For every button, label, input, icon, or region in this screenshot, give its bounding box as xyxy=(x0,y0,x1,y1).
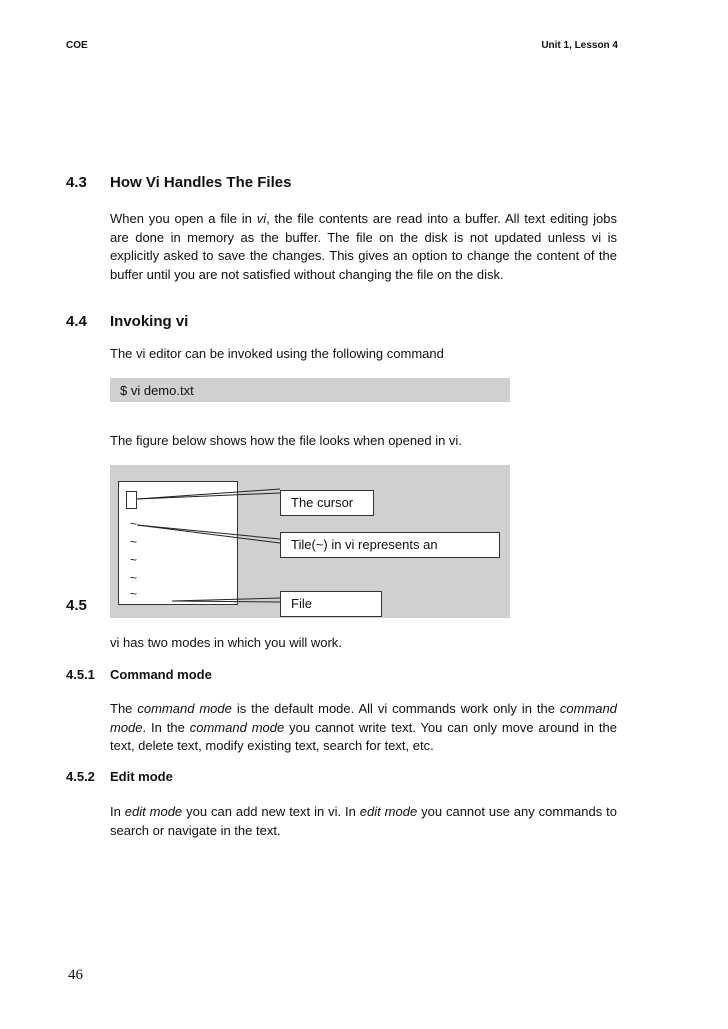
paragraph: The figure below shows how the file looks when opened in vi. xyxy=(110,433,462,448)
tilde-line: ~ xyxy=(130,517,138,531)
text-run: In xyxy=(110,804,125,819)
emphasis: command mode xyxy=(137,701,232,716)
paragraph xyxy=(110,803,617,840)
text-run: you cannot write text. You can only move around in the text, delete text, modify existing text, search for text, etc. xyxy=(110,719,617,754)
leader-line xyxy=(172,598,280,601)
command-text: $ vi demo.txt xyxy=(120,383,194,398)
paragraph: The vi editor can be invoked using the following command xyxy=(110,346,444,361)
text-run: When you open a file in xyxy=(110,211,257,226)
text-run: you cannot use any commands to search or navigate in the text. xyxy=(110,804,618,838)
callout-tilde: Tile(~) in vi represents an xyxy=(280,532,500,558)
page-number: 46 xyxy=(68,967,83,983)
leader-line xyxy=(137,525,280,543)
section-number: 4.5.1 xyxy=(66,667,95,682)
text-run: is the default mode. All vi commands work only in the xyxy=(231,701,560,716)
callout-cursor: The cursor xyxy=(280,490,374,516)
text-run: you can add new text in vi. In xyxy=(182,804,360,819)
section-title: How Vi Handles The Files xyxy=(110,174,292,191)
tilde-line: ~ xyxy=(130,587,138,601)
vi-figure xyxy=(110,465,510,618)
emphasis: vi xyxy=(256,211,267,226)
paragraph xyxy=(110,210,617,284)
paragraph xyxy=(110,700,617,756)
text-run: , the file contents are read into a buffer. All text editing jobs are done in memory as the buffer. The file on the disk is not updated unless vi is explicitly asked to save the changes. This gives an option to change the content of the buffer until you are not satisfied without changing the file on the disk. xyxy=(110,211,618,282)
section-title: Edit mode xyxy=(110,769,173,784)
emphasis: edit mode xyxy=(359,804,418,819)
paragraph: vi has two modes in which you will work. xyxy=(110,635,342,650)
leader-line xyxy=(137,525,280,539)
section-number: 4.5 xyxy=(66,597,87,614)
section-number: 4.4 xyxy=(66,313,87,330)
tilde-line: ~ xyxy=(130,571,138,585)
page-header-left: COE xyxy=(66,40,88,51)
tilde-line: ~ xyxy=(130,535,138,549)
section-number: 4.3 xyxy=(66,174,87,191)
tilde-line: ~ xyxy=(130,553,138,567)
section-number: 4.5.2 xyxy=(66,769,95,784)
emphasis: edit mode xyxy=(124,804,183,819)
section-title: Command mode xyxy=(110,667,212,682)
text-run: The xyxy=(110,701,138,716)
page-header-right: Unit 1, Lesson 4 xyxy=(541,40,618,51)
section-title: Invoking vi xyxy=(110,313,189,330)
emphasis: command mode xyxy=(189,719,285,735)
callout-file: File xyxy=(280,591,382,617)
command-box xyxy=(110,378,510,402)
emphasis: command mode xyxy=(110,701,617,735)
text-run: . In the xyxy=(142,719,190,735)
leader-line xyxy=(172,601,280,602)
